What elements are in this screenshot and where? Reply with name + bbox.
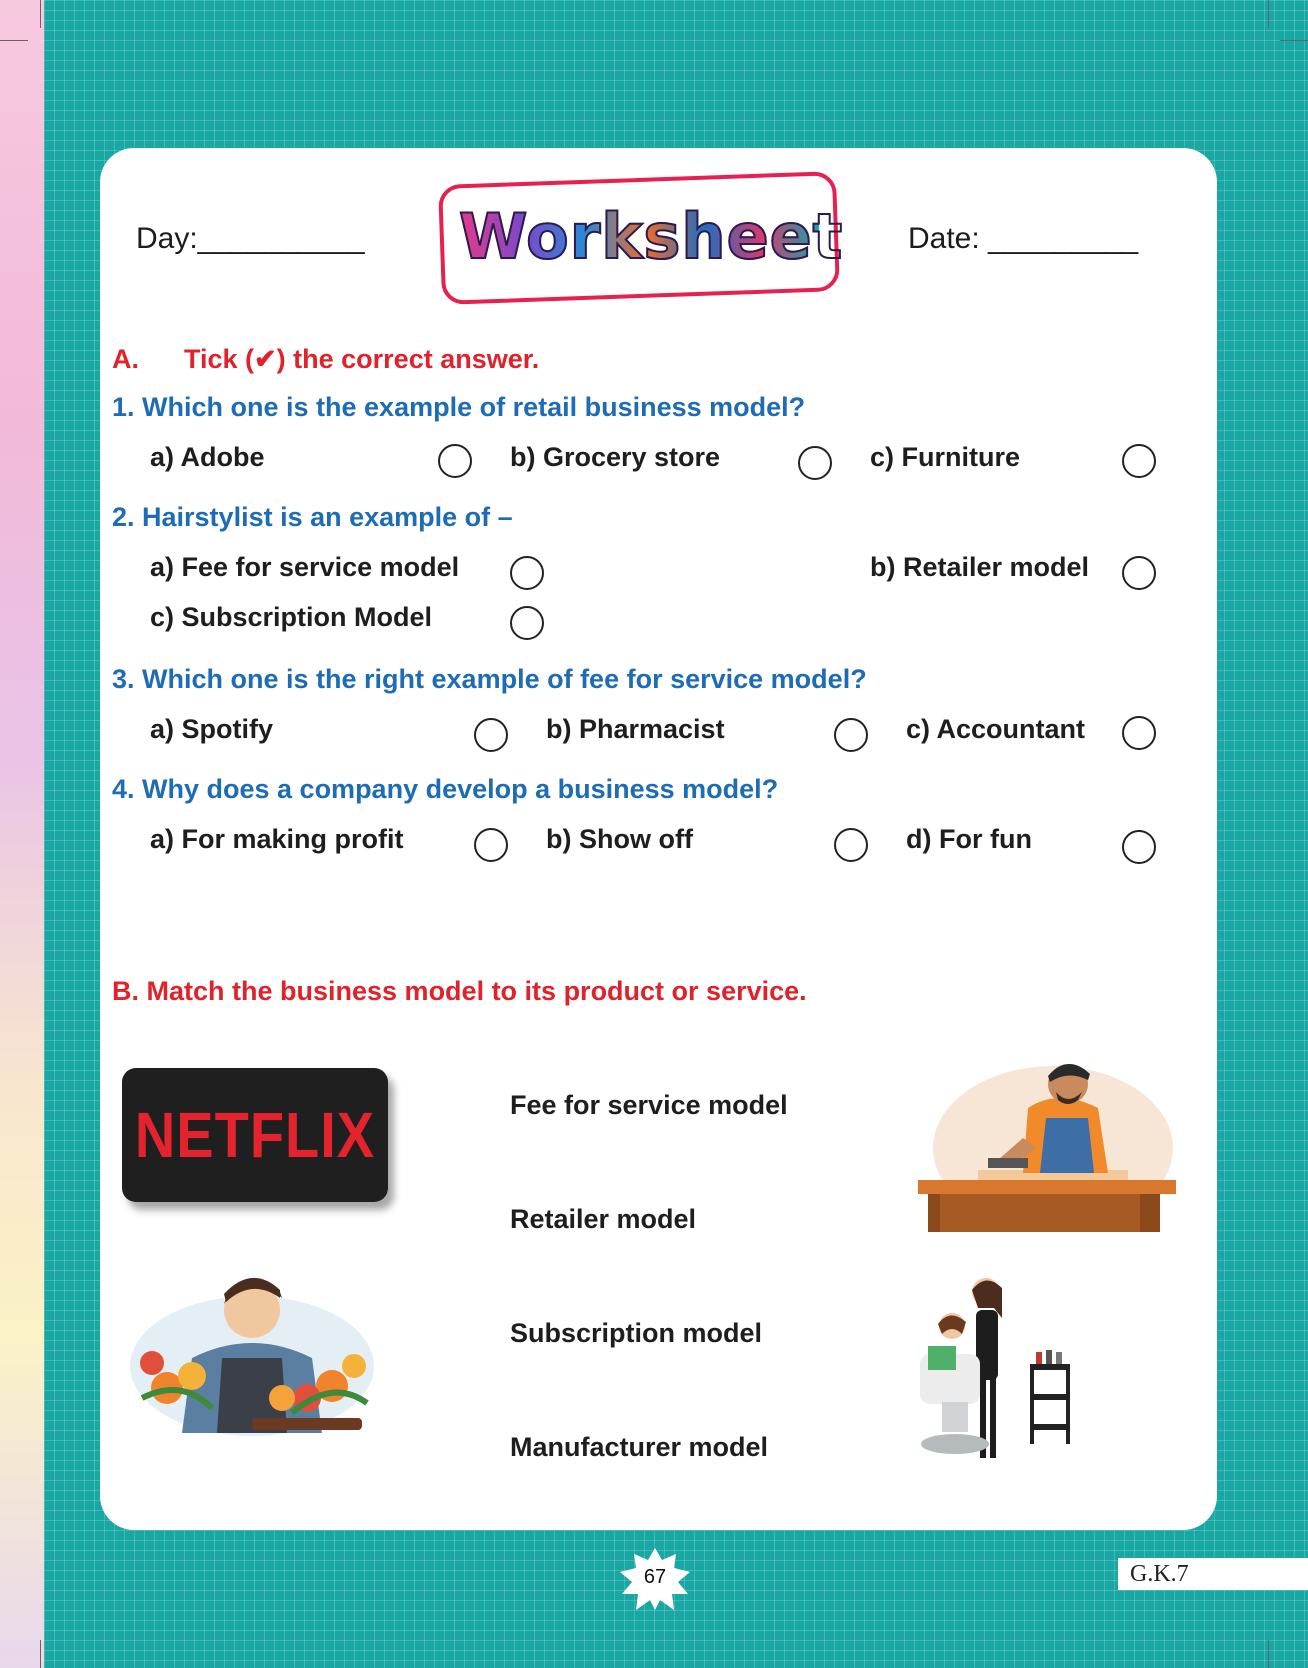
q1-option-c-radio[interactable] bbox=[1122, 444, 1156, 478]
q3-option-a: a) Spotify bbox=[150, 714, 274, 744]
crop-mark bbox=[40, 1640, 41, 1668]
q4-option-a-radio[interactable] bbox=[474, 828, 508, 862]
decorative-left-strip bbox=[0, 0, 44, 1668]
q3-option-c-radio[interactable] bbox=[1122, 716, 1156, 750]
q4-option-a: a) For making profit bbox=[150, 824, 404, 854]
question-1: 1. Which one is the example of retail business model? bbox=[112, 392, 806, 422]
q2-option-a-radio[interactable] bbox=[510, 556, 544, 590]
match-retailer: Retailer model bbox=[510, 1204, 697, 1234]
q1-option-a: a) Adobe bbox=[150, 442, 265, 472]
day-field-label: Day:__________ bbox=[136, 222, 365, 255]
q1-option-b-radio[interactable] bbox=[798, 446, 832, 480]
q1-option-a-radio[interactable] bbox=[438, 444, 472, 478]
section-b-instruction: B. Match the business model to its product or service. bbox=[112, 976, 807, 1006]
q3-option-b: b) Pharmacist bbox=[546, 714, 725, 744]
crop-mark bbox=[0, 40, 28, 41]
match-manufacturer: Manufacturer model bbox=[510, 1432, 769, 1462]
q2-option-c-radio[interactable] bbox=[510, 606, 544, 640]
page-number: 67 bbox=[643, 1566, 667, 1588]
q4-option-d-radio[interactable] bbox=[1122, 830, 1156, 864]
section-a-instruction: Tick (✔) the correct answer. bbox=[184, 344, 540, 374]
crop-mark bbox=[40, 0, 41, 28]
q3-option-c: c) Accountant bbox=[906, 714, 1086, 744]
match-subscription: Subscription model bbox=[510, 1318, 763, 1348]
book-code: G.K.7 bbox=[1118, 1558, 1308, 1590]
q4-option-b-radio[interactable] bbox=[834, 828, 868, 862]
netflix-logo-text: NETFLIX bbox=[134, 1098, 376, 1171]
florist-illustration bbox=[122, 1268, 382, 1438]
question-3: 3. Which one is the right example of fee for service model? bbox=[112, 664, 867, 694]
hairstylist-illustration bbox=[906, 1274, 1086, 1480]
q4-option-d: d) For fun bbox=[906, 824, 1032, 854]
crop-mark bbox=[1268, 0, 1269, 28]
question-2: 2. Hairstylist is an example of – bbox=[112, 502, 513, 532]
q2-option-c: c) Subscription Model bbox=[150, 602, 433, 632]
q1-option-b: b) Grocery store bbox=[510, 442, 721, 472]
q4-option-b: b) Show off bbox=[546, 824, 693, 854]
date-field-label: Date: _________ bbox=[908, 222, 1139, 255]
title-frame bbox=[438, 171, 844, 305]
worksheet-card bbox=[100, 148, 1217, 1530]
netflix-logo-card bbox=[122, 1068, 388, 1202]
q2-option-b: b) Retailer model bbox=[870, 552, 1090, 582]
worksheet-title: Worksheet bbox=[458, 200, 844, 274]
q2-option-a: a) Fee for service model bbox=[150, 552, 460, 582]
question-4: 4. Why does a company develop a business model? bbox=[112, 774, 779, 804]
q1-option-c: c) Furniture bbox=[870, 442, 1021, 472]
q2-option-b-radio[interactable] bbox=[1122, 556, 1156, 590]
carpenter-illustration bbox=[918, 1048, 1180, 1232]
q3-option-a-radio[interactable] bbox=[474, 718, 508, 752]
q3-option-b-radio[interactable] bbox=[834, 718, 868, 752]
crop-mark bbox=[1268, 1640, 1269, 1668]
crop-mark bbox=[1280, 40, 1308, 41]
section-a-letter: A. bbox=[112, 344, 139, 374]
match-fee-for-service: Fee for service model bbox=[510, 1090, 788, 1120]
